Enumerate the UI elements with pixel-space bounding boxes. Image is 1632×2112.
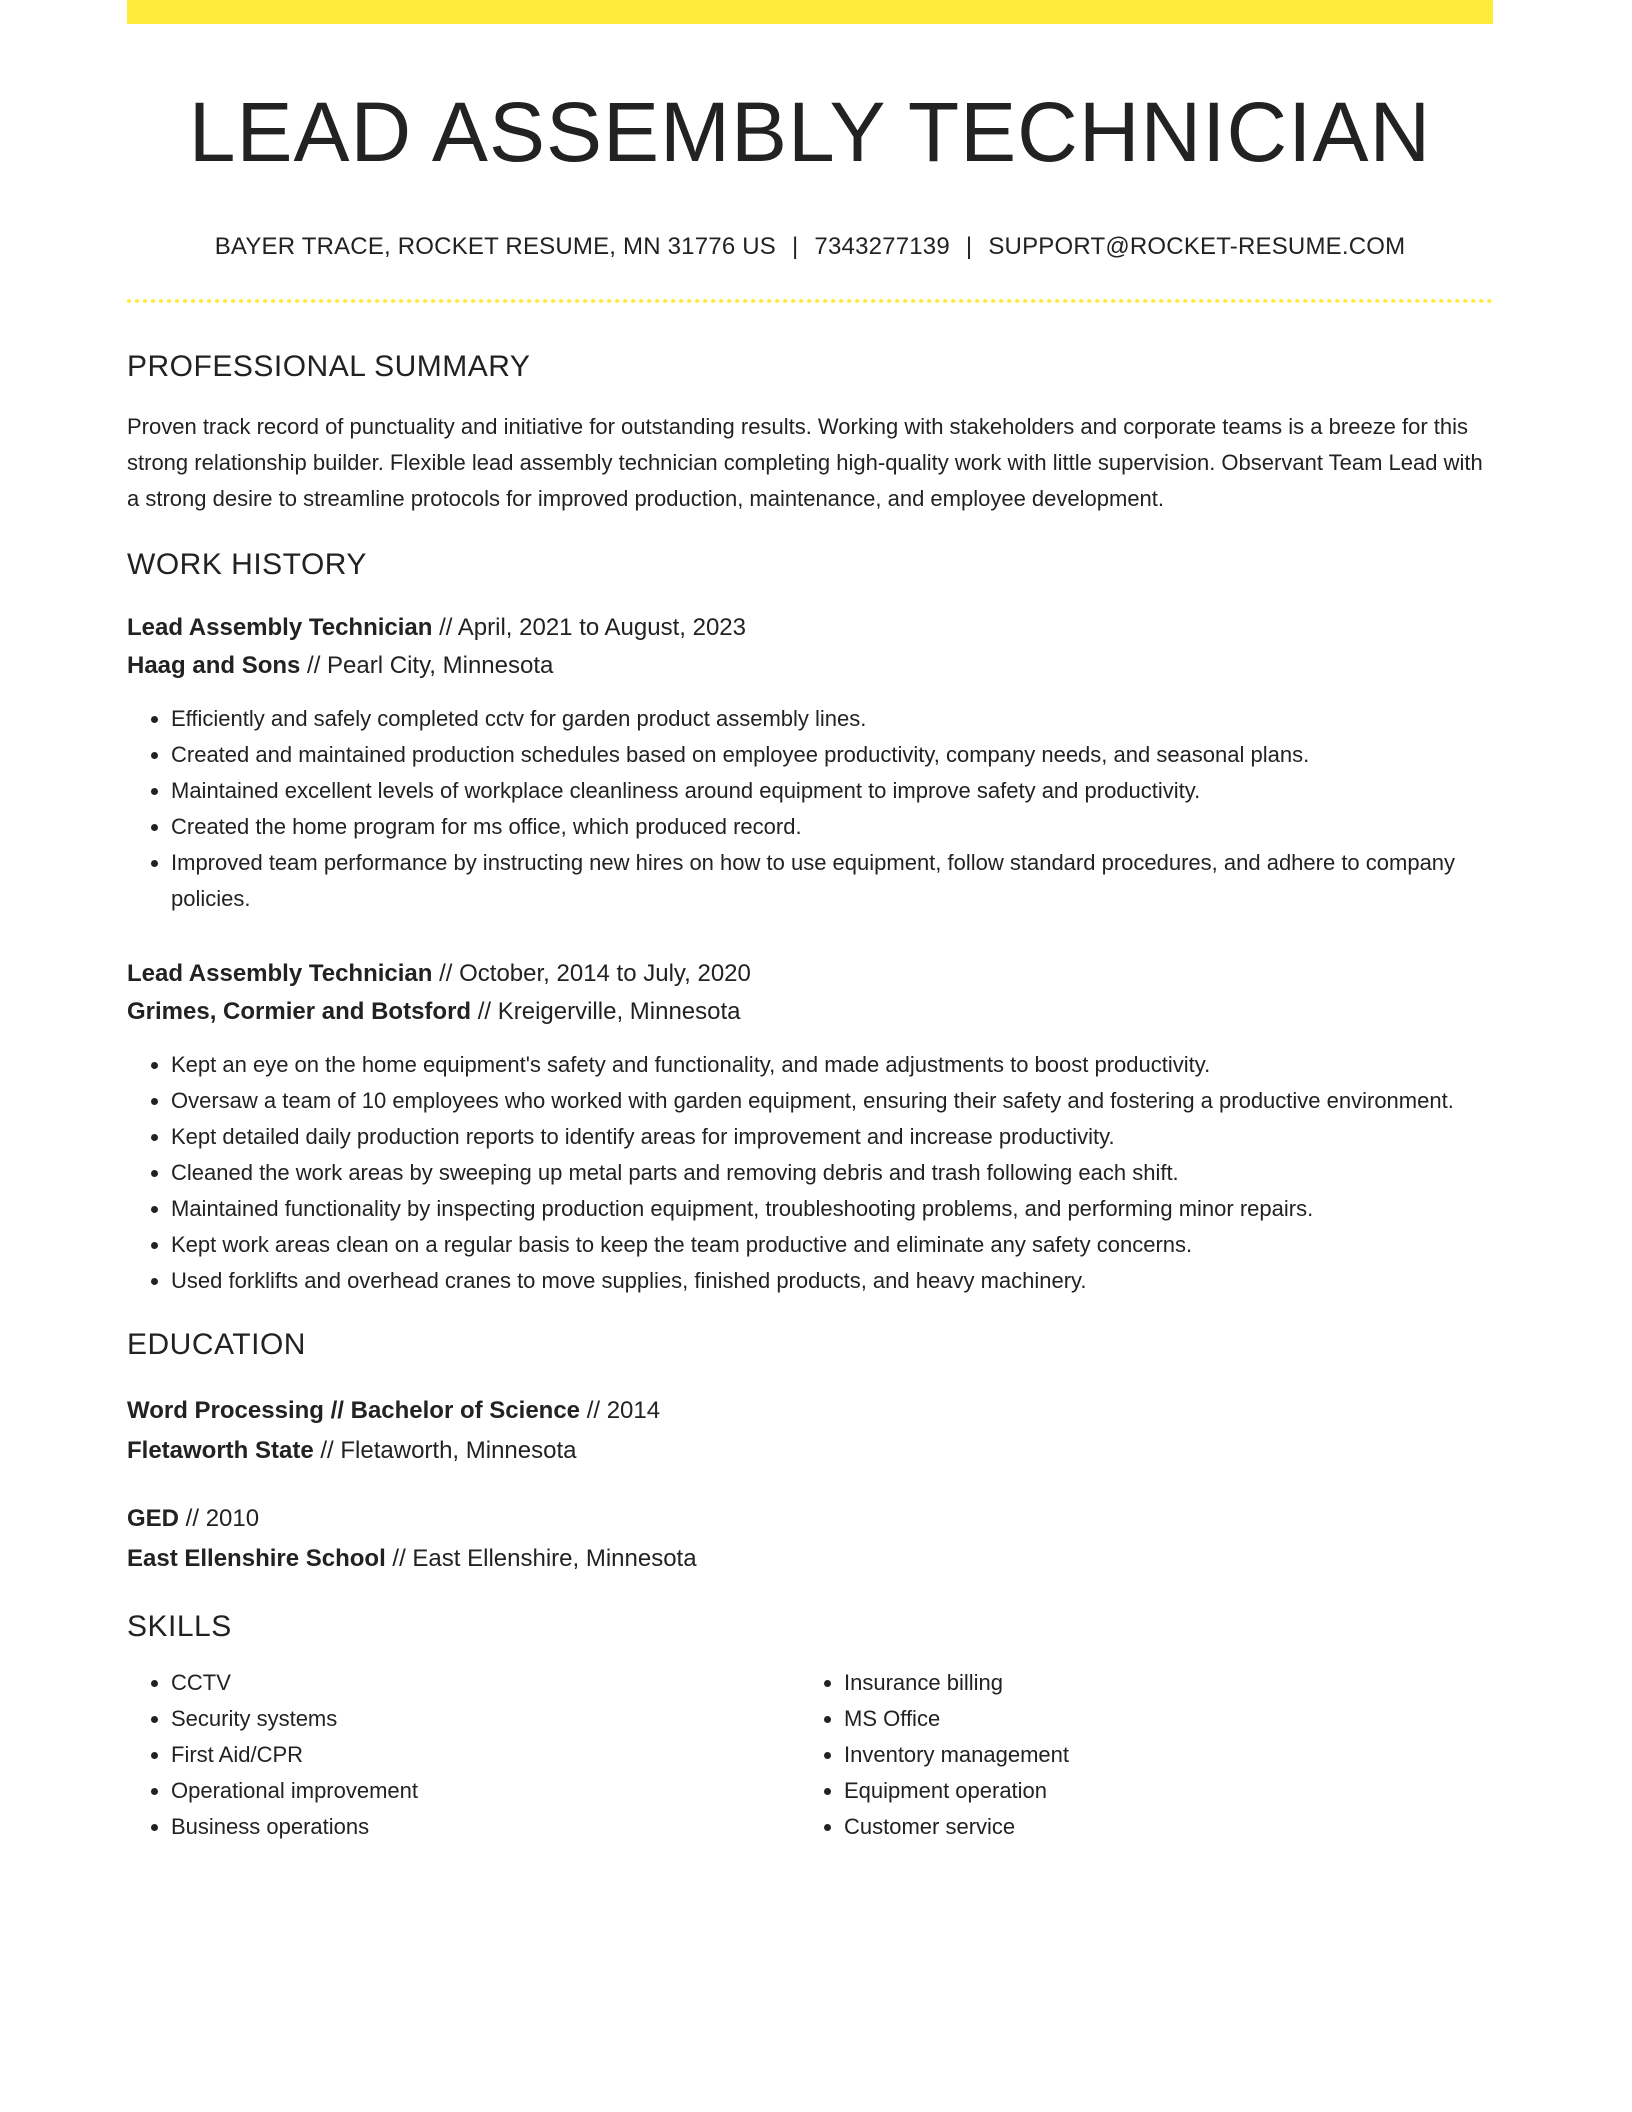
section-title-summary: PROFESSIONAL SUMMARY	[127, 350, 531, 384]
skill-item: • Customer service	[844, 1809, 1473, 1845]
job-company: Grimes, Cormier and Botsford	[127, 998, 472, 1026]
job-duties-list	[127, 1047, 1493, 1299]
job-dates: // April, 2021 to August, 2023	[432, 614, 746, 642]
education-institution	[127, 1431, 1493, 1471]
job-location: // Pearl City, Minnesota	[300, 652, 554, 680]
education-school: East Ellenshire School	[127, 1545, 386, 1573]
job-dates: // October, 2014 to July, 2020	[432, 960, 751, 988]
job-location: // Kreigerville, Minnesota	[471, 998, 741, 1026]
section-title-education: EDUCATION	[127, 1328, 306, 1362]
education-year: // 2014	[580, 1397, 661, 1425]
contact-separator: |	[965, 232, 973, 260]
job-role: Lead Assembly Technician	[127, 614, 433, 642]
job-entry	[127, 609, 1493, 917]
skill-item: • MS Office	[844, 1701, 1473, 1737]
education-location: // Fletaworth, Minnesota	[313, 1437, 577, 1465]
education-school: Fletaworth State	[127, 1437, 314, 1465]
skill-item: • CCTV	[171, 1665, 800, 1701]
job-duty: • Maintained functionality by inspecting production equipment, troubleshooting problems, and performing minor repairs.	[171, 1191, 1493, 1227]
skill-item: • Inventory management	[844, 1737, 1473, 1773]
job-duty: • Kept detailed daily production reports to identify areas for improvement and increase productivity.	[171, 1119, 1493, 1155]
education-entry	[127, 1391, 1493, 1471]
job-employer	[127, 647, 1493, 685]
job-duty: • Created and maintained production schedules based on employee productivity, company needs, and seasonal plans.	[171, 737, 1493, 773]
job-duties-list	[127, 701, 1493, 917]
header-divider	[127, 299, 1493, 303]
education-institution	[127, 1539, 1493, 1579]
education-heading	[127, 1499, 1493, 1539]
skill-item: • Equipment operation	[844, 1773, 1473, 1809]
job-duty: • Maintained excellent levels of workplace cleanliness around equipment to improve safety and productivity.	[171, 773, 1493, 809]
skills-grid	[127, 1665, 1493, 1845]
skill-item: • First Aid/CPR	[171, 1737, 800, 1773]
accent-top-bar	[127, 0, 1493, 24]
contact-line	[127, 233, 1493, 262]
job-entry	[127, 955, 1493, 1299]
job-heading	[127, 955, 1493, 993]
education-year: // 2010	[179, 1505, 260, 1533]
skill-item: • Security systems	[171, 1701, 800, 1737]
job-company: Haag and Sons	[127, 652, 301, 680]
job-duty: • Created the home program for ms office, which produced record.	[171, 809, 1493, 845]
education-degree: GED	[127, 1505, 180, 1533]
job-duty: • Efficiently and safely completed cctv for garden product assembly lines.	[171, 701, 1493, 737]
education-location: // East Ellenshire, Minnesota	[385, 1545, 697, 1573]
contact-phone[interactable]: 7343277139	[814, 232, 950, 260]
section-title-work-history: WORK HISTORY	[127, 548, 367, 582]
job-duty: • Oversaw a team of 10 employees who worked with garden equipment, ensuring their safety and fostering a productive environment.	[171, 1083, 1493, 1119]
skills-list-left	[127, 1665, 800, 1845]
education-degree: Word Processing // Bachelor of Science	[127, 1397, 581, 1425]
job-duty: • Kept an eye on the home equipment's safety and functionality, and made adjustments to boost productivity.	[171, 1047, 1493, 1083]
contact-address: BAYER TRACE, ROCKET RESUME, MN 31776 US	[214, 232, 776, 260]
job-duty: • Used forklifts and overhead cranes to move supplies, finished products, and heavy machinery.	[171, 1263, 1493, 1299]
job-duty: • Cleaned the work areas by sweeping up metal parts and removing debris and trash following each shift.	[171, 1155, 1493, 1191]
skill-item: • Operational improvement	[171, 1773, 800, 1809]
job-duty: • Kept work areas clean on a regular basis to keep the team productive and eliminate any safety concerns.	[171, 1227, 1493, 1263]
job-duty: • Improved team performance by instructing new hires on how to use equipment, follow standard procedures, and adhere to company policies.	[171, 845, 1493, 917]
resume-page	[127, 0, 1493, 1845]
summary-text: Proven track record of punctuality and initiative for outstanding results. Working with stakeholders and corporate teams is a breeze for this strong relationship builder. Flexible lead assembly technician completing high-quality work with little supervision. Observant Team Lead with a strong desire to streamline protocols for improved production, maintenance, and employee development.	[127, 414, 1483, 512]
section-title-skills: SKILLS	[127, 1610, 232, 1644]
education-heading	[127, 1391, 1493, 1431]
education-entry	[127, 1499, 1493, 1579]
job-heading	[127, 609, 1493, 647]
candidate-title: LEAD ASSEMBLY TECHNICIAN	[188, 85, 1432, 179]
contact-separator: |	[791, 232, 799, 260]
skill-item: • Insurance billing	[844, 1665, 1473, 1701]
skills-list-right	[800, 1665, 1473, 1845]
contact-email[interactable]: SUPPORT@ROCKET-RESUME.COM	[988, 232, 1406, 260]
job-employer	[127, 993, 1493, 1031]
job-role: Lead Assembly Technician	[127, 960, 433, 988]
skill-item: • Business operations	[171, 1809, 800, 1845]
